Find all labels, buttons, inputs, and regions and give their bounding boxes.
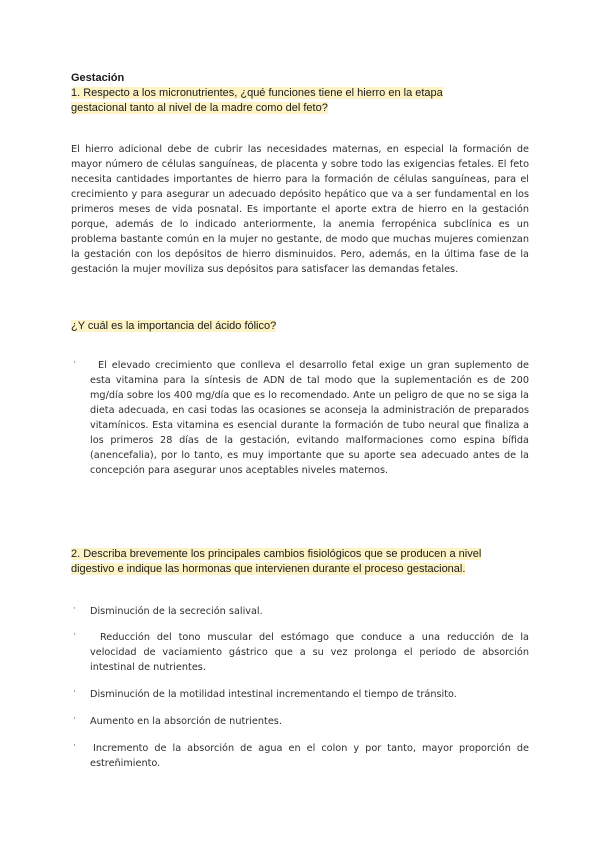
- bullet-icon: ·: [73, 630, 76, 640]
- section-heading: Gestación: [71, 72, 125, 84]
- question-2: [71, 547, 511, 577]
- question-folic-text: ¿Y cuál es la importancia del ácido fólico?: [71, 320, 277, 332]
- list-item: Disminución de la motilidad intestinal incrementando el tiempo de tránsito.: [90, 689, 457, 700]
- list-item: Reducción del tono muscular del estómago que conduce a una reducción de la velocidad de vaciamiento gástrico que a su vez prolonga el periodo de absorción intestinal de nutrientes.: [90, 632, 529, 673]
- question-2-line-2: digestivo e indique las hormonas que intervienen durante el proceso gestacional.: [71, 563, 466, 575]
- list-item: Aumento en la absorción de nutrientes.: [90, 716, 282, 727]
- list-item: Disminución de la secreción salival.: [90, 606, 263, 617]
- question-1: [71, 86, 471, 116]
- bullet-icon: ·: [73, 604, 76, 614]
- answer-folic-paragraph: El elevado crecimiento que conlleva el desarrollo fetal exige un gran suplemento de esta vitamina para la síntesis de ADN de tal modo que la suplementación es de 200 mg/día sobre los 400 mg/día que es lo recomendado. Ante un peligro de que no se siga la dieta adecuada, en casi todas las ocasiones se aconseja la administración de preparados vitamínicos. Esta vitamina es esencial durante la formación de tubo neural que finaliza a los primeros 28 días de la gestación, evitando malformaciones como espina bífida (anencefalia), por lo tanto, es muy importante que su aporte sea adecuado antes de la concepción para asegurar unos aceptables niveles maternos.: [90, 360, 529, 476]
- answer-1-paragraph: El hierro adicional debe de cubrir las necesidades maternas, en especial la formación de mayor número de células sanguíneas, de placenta y sobre todo las exigencias fetales. El feto necesita cantidades importantes de hierro para la formación de células sanguíneas, para el crecimiento y para asegurar un adecuado depósito hepático que va a ser fundamental en los primeros meses de vida posnatal. Es importante el aporte extra de hierro en la gestación porque, además de lo indicado anteriormente, la anemia ferropénica subclínica es un problema bastante común en la mujer no gestante, de modo que muchas mujeres comienzan la gestación con los depósitos de hierro disminuidos. Pero, además, en la última fase de la gestación la mujer moviliza sus depósitos para satisfacer las demandas fetales.: [71, 144, 529, 275]
- bullet-icon: ·: [73, 741, 76, 751]
- question-folic-acid: [71, 319, 471, 334]
- bullet-icon: ·: [73, 714, 76, 724]
- question-1-line-2: gestacional tanto al nivel de la madre como del feto?: [71, 102, 328, 114]
- list-item: Incremento de la absorción de agua en el colon y por tanto, mayor proporción de estreñimiento.: [90, 743, 529, 769]
- bullet-icon: ·: [73, 687, 76, 697]
- question-1-line-1: 1. Respecto a los micronutrientes, ¿qué funciones tiene el hierro en la etapa: [71, 87, 443, 99]
- question-2-line-1: 2. Describa brevemente los principales cambios fisiológicos que se producen a nivel: [71, 548, 482, 560]
- bullet-icon: ·: [73, 358, 76, 368]
